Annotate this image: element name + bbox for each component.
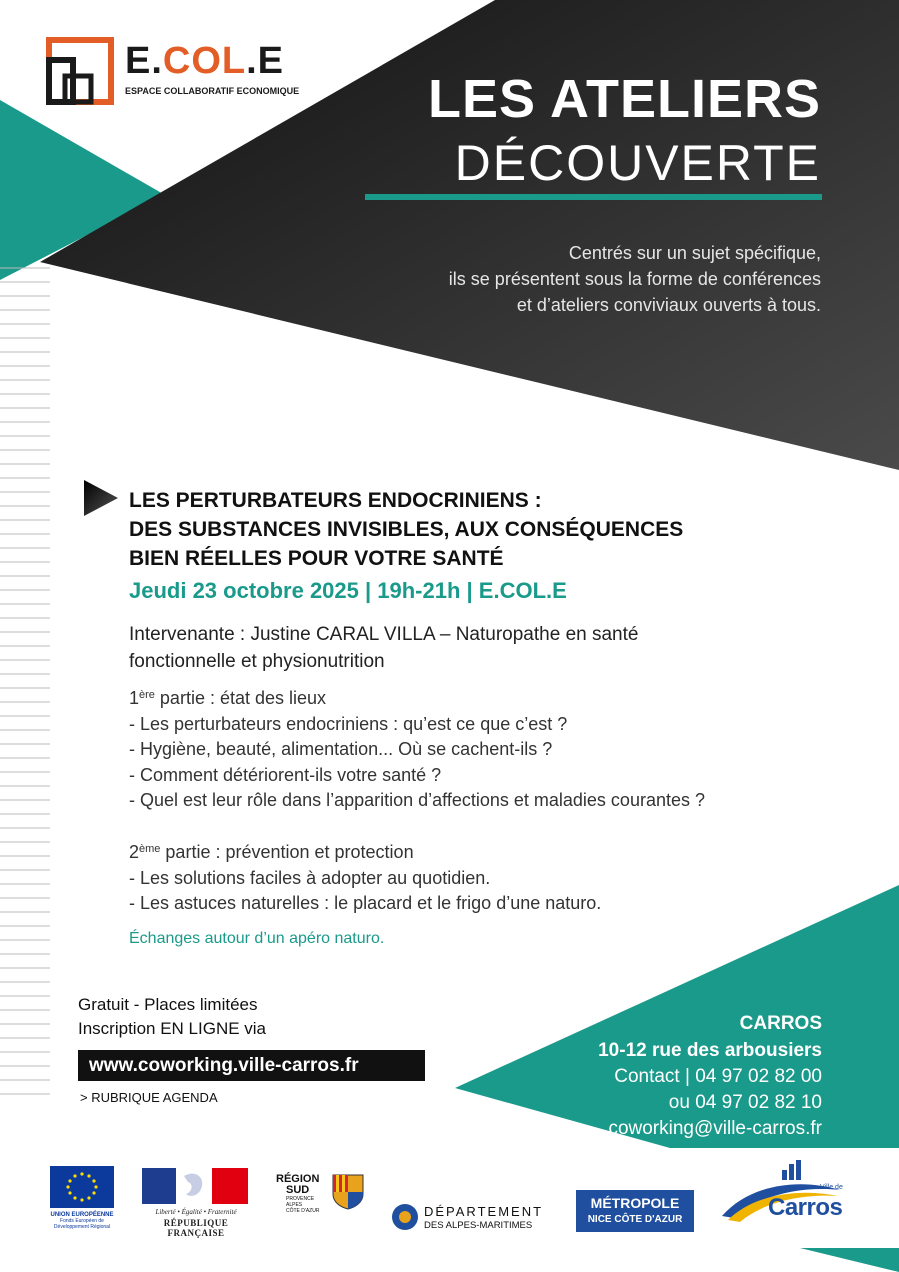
rs-label: ALPES (286, 1202, 303, 1208)
part-heading: 1ère partie : état des lieux (129, 688, 327, 708)
eu-flag-icon (50, 1166, 114, 1208)
page-title: LES ATELIERS (427, 69, 821, 129)
speaker-info (129, 621, 829, 675)
ecole-logo-title: E.COL.E (125, 40, 285, 82)
dep-label: DES ALPES-MARITIMES (424, 1220, 533, 1231)
eu-label: Fonds Européen de (60, 1218, 104, 1224)
rs-label: RÉGION (276, 1173, 320, 1185)
departement-logo (392, 1202, 562, 1232)
program-part-1 (129, 686, 849, 814)
event-date: Jeudi 23 octobre 2025 | 19h-21h | E.COL.E (129, 578, 567, 603)
speaker-line: fonctionnelle et physionutrition (129, 651, 385, 672)
intro-line: Centrés sur un sujet spécifique, (568, 243, 821, 263)
event-title-line: LES PERTURBATEURS ENDOCRINIENS : (129, 489, 542, 512)
contact-email-link[interactable]: coworking@ville-carros.fr (608, 1118, 822, 1139)
rubrique-agenda: > RUBRIQUE AGENDA (80, 1090, 218, 1105)
event-title (129, 486, 683, 573)
teal-corner-sliver (800, 1248, 899, 1272)
program-part-2 (129, 840, 849, 917)
registration-url-link[interactable]: www.coworking.ville-carros.fr (78, 1050, 425, 1081)
registration-line: Inscription EN LIGNE via (78, 1019, 267, 1038)
rs-label: CÔTE D'AZUR (286, 1208, 320, 1214)
eu-label: UNION EUROPÉENNE (50, 1212, 114, 1218)
list-item: - Les perturbateurs endocriniens : qu’est ce que c’est ? (129, 713, 568, 734)
play-arrow-icon (84, 480, 118, 516)
page-subtitle: DÉCOUVERTE (454, 135, 821, 191)
speaker-line: Intervenante : Justine CARAL VILLA – Naturopathe en santé (129, 624, 639, 645)
ecole-logo-mark-icon (45, 36, 117, 108)
rs-label: SUD (286, 1184, 310, 1196)
eu-label: Développement Régional (53, 1224, 111, 1230)
met-label: NICE CÔTE D'AZUR (587, 1214, 683, 1225)
intro-text (341, 240, 821, 318)
republique-francaise-logo (142, 1168, 250, 1238)
list-item: - Comment détériorent-ils votre santé ? (129, 764, 442, 785)
ecole-logo-tagline: ESPACE COLLABORATIF ECONOMIQUE (125, 86, 300, 96)
apero-note: Échanges autour d’un apéro naturo. (129, 930, 385, 947)
contact-phone-2[interactable]: ou 04 97 02 82 10 (668, 1092, 822, 1113)
contact-address: 10-12 rue des arbousiers (598, 1040, 822, 1061)
part-heading: 2ème partie : prévention et protection (129, 842, 414, 862)
rf-name: RÉPUBLIQUE FRANÇAISE (163, 1218, 229, 1238)
carros-wordmark: Carros (768, 1194, 843, 1221)
contact-phone-1[interactable]: Contact | 04 97 02 82 00 (614, 1066, 822, 1087)
event-title-line: DES SUBSTANCES INVISIBLES, AUX CONSÉQUENCES (129, 518, 684, 541)
ecole-logo (45, 36, 305, 108)
event-title-line: BIEN RÉELLES POUR VOTRE SANTÉ (129, 547, 504, 570)
metropole-logo (576, 1190, 694, 1232)
list-item: - Hygiène, beauté, alimentation... Où se cachent-ils ? (129, 739, 553, 759)
rf-motto: Liberté • Égalité • Fraternité (155, 1208, 237, 1216)
contact-city: CARROS (739, 1013, 822, 1034)
intro-line: et d’ateliers conviviaux ouverts à tous. (516, 295, 821, 315)
region-shield-icon (332, 1174, 364, 1210)
intro-line: ils se présentent sous la forme de conférences (448, 269, 821, 289)
striped-band (0, 268, 50, 1094)
list-item: - Quel est leur rôle dans l’apparition d’affections et maladies courantes ? (129, 790, 705, 810)
registration-info (78, 993, 266, 1041)
marianne-icon (142, 1168, 248, 1204)
departement-emblem-icon (392, 1204, 418, 1230)
met-label: MÉTROPOLE (590, 1195, 680, 1211)
title-underline (365, 194, 822, 200)
region-sud-logo (276, 1174, 368, 1214)
eu-logo (50, 1166, 114, 1230)
contact-block (598, 1010, 822, 1142)
partner-logos (0, 1160, 899, 1240)
registration-line: Gratuit - Places limitées (78, 995, 258, 1014)
list-item: - Les solutions faciles à adopter au quotidien. (129, 867, 491, 888)
list-item: - Les astuces naturelles : le placard et le frigo d’une naturo. (129, 893, 602, 913)
rs-label: PROVENCE (286, 1196, 315, 1202)
ville-de-carros-logo (720, 1160, 844, 1232)
dep-label: DÉPARTEMENT (424, 1204, 544, 1219)
carros-small-label: Ville de (820, 1184, 843, 1191)
